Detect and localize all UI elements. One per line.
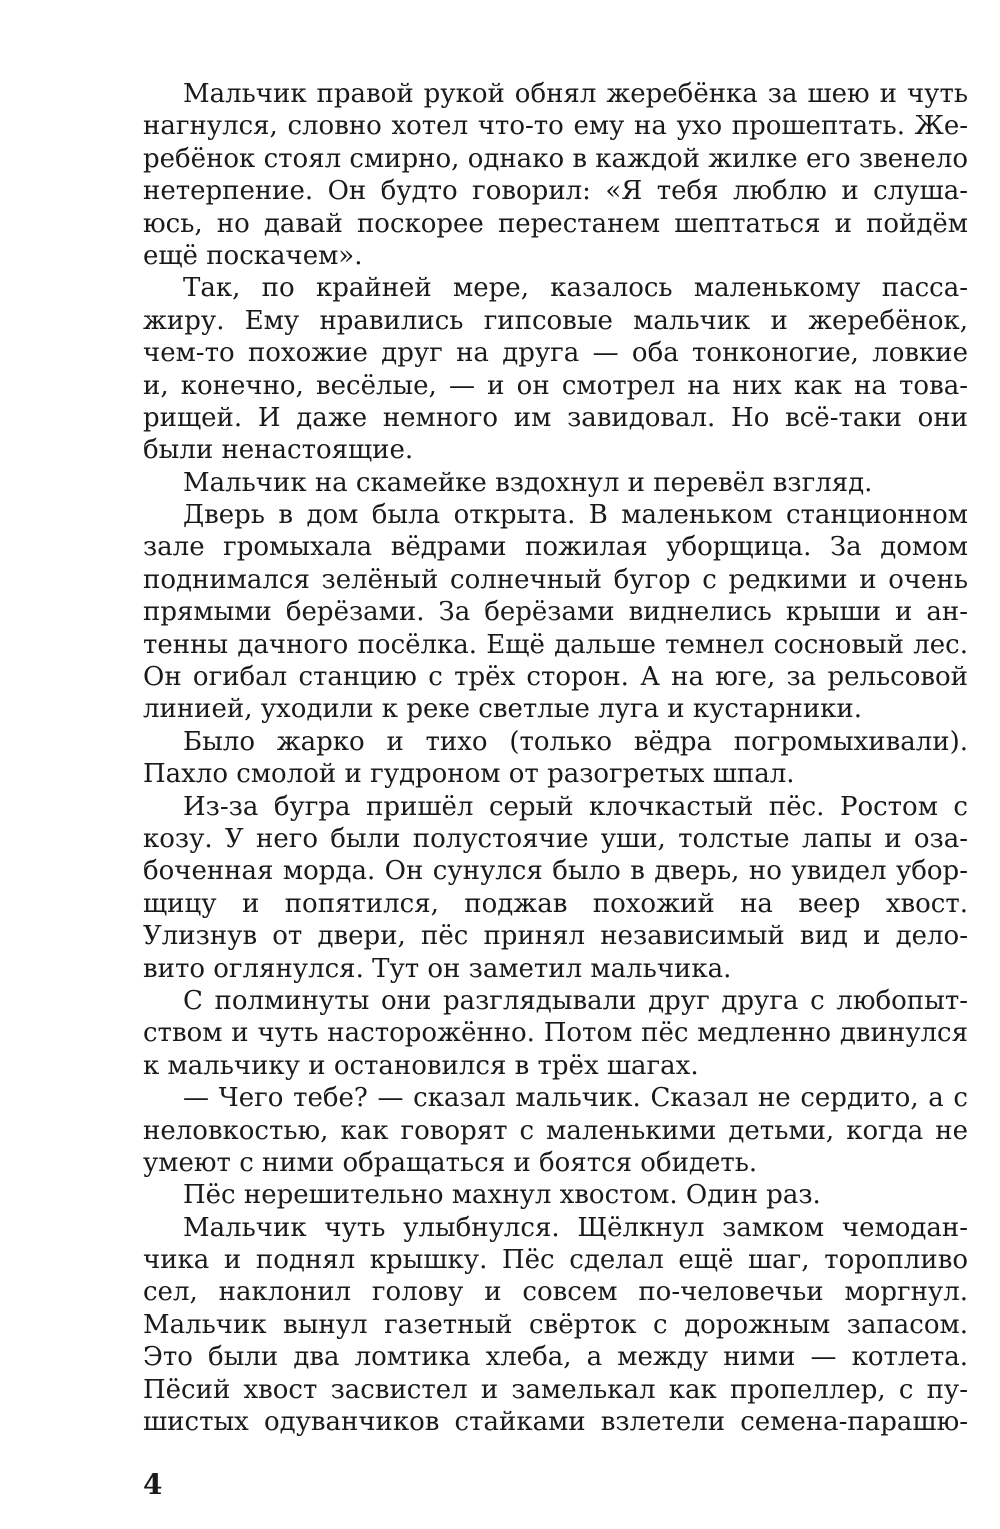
text-line: неловкостью, как говорят с маленькими детьми, когда не — [143, 1115, 968, 1146]
body-text — [143, 78, 968, 1438]
text-line: Дверь в дом была открыта. В маленьком станционном — [183, 500, 968, 531]
text-line: С полминуты они разглядывали друг друга с любопыт- — [183, 985, 968, 1016]
paragraph — [143, 78, 968, 272]
text-line: Мальчик вынул газетный свёрток с дорожным запасом. — [143, 1309, 968, 1340]
text-line: козу. У него были полустоячие уши, толстые лапы и оза- — [143, 823, 968, 854]
text-line: рищей. И даже немного им завидовал. Но всё-таки они — [143, 402, 968, 433]
text-line: умеют с ними обращаться и боятся обидеть. — [143, 1147, 758, 1178]
text-line: прямыми берёзами. За берёзами виднелись крыши и ан- — [143, 597, 968, 628]
text-line: жиру. Ему нравились гипсовые мальчик и жеребёнок, — [143, 305, 968, 336]
text-line: и, конечно, весёлые, — и он смотрел на них как на това- — [143, 370, 968, 401]
text-line: Пахло смолой и гудроном от разогретых шпал. — [143, 759, 795, 790]
text-line: боченная морда. Он сунулся было в дверь, но увидел убор- — [143, 856, 968, 887]
text-line: зале громыхала вёдрами пожилая уборщица. За домом — [143, 532, 968, 563]
paragraph — [143, 985, 968, 1082]
paragraph — [143, 1082, 968, 1179]
text-line: чем-то похожие друг на друга — оба тонконогие, ловкие — [143, 338, 968, 369]
page-number: 4 — [143, 1468, 163, 1501]
paragraph — [143, 499, 968, 726]
text-line: были ненастоящие. — [143, 435, 414, 466]
text-line: к мальчику и остановился в трёх шагах. — [143, 1050, 699, 1081]
text-line: Пёс нерешительно махнул хвостом. Один раз. — [183, 1180, 821, 1211]
text-line: Было жарко и тихо (только вёдра погромыхивали). — [183, 726, 968, 757]
text-line: чика и поднял крышку. Пёс сделал ещё шаг, торопливо — [143, 1245, 968, 1276]
text-line: Так, по крайней мере, казалось маленькому пасса- — [183, 273, 968, 304]
paragraph — [143, 272, 968, 466]
text-line: сел, наклонил голову и совсем по-человечьи моргнул. — [143, 1277, 968, 1308]
text-line: Это были два ломтика хлеба, а между ними — котлета. — [143, 1342, 968, 1373]
text-line: шистых одуванчиков стайками взлетели семена-парашю- — [143, 1407, 968, 1438]
text-line: Пёсий хвост засвистел и замелькал как пропеллер, с пу- — [143, 1374, 968, 1405]
text-line: Улизнув от двери, пёс принял независимый вид и дело- — [143, 921, 968, 952]
text-line: ребёнок стоял смирно, однако в каждой жилке его звенело — [143, 143, 968, 174]
paragraph — [143, 1212, 968, 1439]
text-line: вито оглянулся. Тут он заметил мальчика. — [143, 953, 732, 984]
paragraph — [143, 791, 968, 985]
text-line: — Чего тебе? — сказал мальчик. Сказал не сердито, а с — [183, 1083, 968, 1114]
paragraph — [143, 1179, 968, 1211]
text-line: тенны дачного посёлка. Ещё дальше темнел сосновый лес. — [143, 629, 968, 660]
text-line: щицу и попятился, поджав похожий на веер хвост. — [143, 888, 968, 919]
text-line: Он огибал станцию с трёх сторон. А на юге, за рельсовой — [143, 662, 968, 693]
text-line: нетерпение. Он будто говорил: «Я тебя люблю и слуша- — [143, 176, 968, 207]
text-line: ством и чуть насторожённо. Потом пёс медленно двинулся — [143, 1018, 968, 1049]
text-line: Мальчик чуть улыбнулся. Щёлкнул замком чемодан- — [183, 1212, 968, 1243]
text-line: линией, уходили к реке светлые луга и кустарники. — [143, 694, 863, 725]
paragraph — [143, 467, 968, 499]
text-line: нагнулся, словно хотел что-то ему на ухо прошептать. Же- — [143, 111, 968, 142]
paragraph — [143, 726, 968, 791]
text-line: юсь, но давай поскорее перестанем шептаться и пойдём — [143, 208, 968, 239]
text-line: Мальчик правой рукой обнял жеребёнка за шею и чуть — [183, 79, 968, 109]
text-line: Из-за бугра пришёл серый клочкастый пёс. Ростом с — [183, 791, 968, 822]
text-line: поднимался зелёный солнечный бугор с редкими и очень — [143, 564, 968, 595]
text-line: ещё поскачем». — [143, 240, 363, 271]
text-line: Мальчик на скамейке вздохнул и перевёл взгляд. — [183, 467, 873, 498]
